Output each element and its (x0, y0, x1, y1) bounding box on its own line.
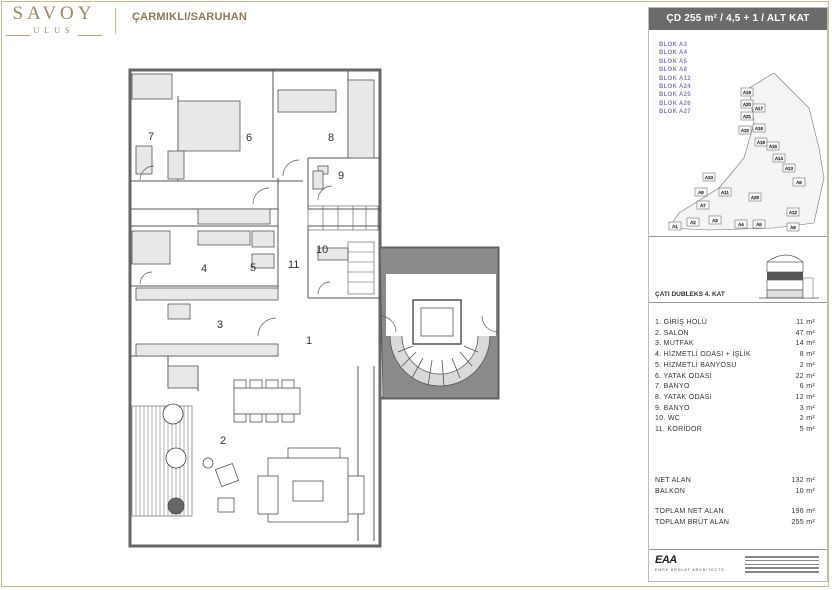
room-row (655, 414, 815, 425)
site-block-label: A6 (790, 225, 796, 230)
room-label-3: 3 (217, 319, 224, 331)
room-row (655, 425, 815, 436)
room-area: 2 m² (799, 415, 815, 423)
net-area-label: NET ALAN (655, 477, 692, 484)
room-name: 2. SALON (655, 329, 689, 337)
block-item: BLOK A3 (659, 42, 688, 48)
plant-icon (166, 448, 186, 468)
room-name: 8. YATAK ODASI (655, 393, 712, 401)
floor-plan (128, 66, 513, 556)
room-area: 14 m² (795, 340, 815, 348)
info-panel (648, 7, 828, 582)
site-block-label: A22 (740, 128, 750, 133)
panel-title: ÇD 255 m² / 4,5 + 1 / ALT KAT (649, 8, 827, 30)
room-row (655, 318, 815, 329)
block-item: BLOK A5 (659, 58, 688, 65)
site-block-label: A4 (738, 222, 744, 227)
architect-logo: EAA (655, 554, 677, 566)
site-block-label: A19 (742, 90, 752, 95)
block-item: BLOK A12 (659, 75, 691, 82)
block-item: BLOK A4 (659, 50, 688, 57)
room-row (655, 404, 815, 415)
block-item: BLOK A24 (659, 84, 691, 91)
panel-divider (649, 549, 827, 550)
room-area: 5 m² (799, 426, 815, 434)
site-block-label: A15 (768, 144, 778, 149)
panel-divider (649, 302, 827, 303)
room-name: 6. YATAK ODASI (655, 372, 712, 380)
site-block-label: A16 (754, 126, 764, 131)
net-area-value: 132 m² (791, 477, 815, 484)
room-area: 2 m² (799, 361, 815, 369)
site-block-label: A8 (698, 190, 704, 195)
room-name: 4. HİZMETLİ ODASI + İŞLİK (655, 351, 751, 359)
site-block-label: A21 (742, 114, 752, 119)
site-block-label: A13 (784, 166, 794, 171)
total-net-row (655, 507, 815, 518)
total-net-label: TOPLAM NET ALAN (655, 508, 724, 515)
balcony-value: 10 m² (795, 487, 815, 495)
site-block-label: A17 (754, 106, 764, 111)
room-name: 10. WC (655, 415, 681, 423)
room-label-8: 8 (328, 132, 335, 144)
logo-rule-right (78, 35, 102, 36)
brand-name: SAVOY (12, 3, 96, 24)
room-label-9: 9 (338, 170, 345, 182)
balcony-row (655, 487, 815, 498)
site-block-label: A5 (756, 222, 762, 227)
site-block-label: A12 (788, 210, 798, 215)
room-label-2: 2 (220, 435, 227, 447)
room-name: 1. GİRİŞ HOLÜ (655, 319, 708, 326)
room-area: 12 m² (795, 393, 815, 401)
room-area: 11 m² (796, 319, 815, 326)
plant-icon (168, 498, 184, 514)
room-label-5: 5 (250, 262, 257, 274)
site-block-label: A10 (704, 175, 714, 180)
site-block-label: A20 (742, 102, 752, 107)
room-label-4: 4 (201, 263, 208, 275)
logo-rule-left (6, 35, 30, 36)
room-name: 7. BANYO (655, 383, 690, 391)
site-block-label: A18 (756, 140, 766, 145)
site-block-label: A11 (721, 190, 729, 195)
room-row (655, 339, 815, 350)
block-item: BLOK A8 (659, 67, 688, 74)
room-row (655, 372, 815, 383)
total-gross-value: 255 m² (791, 518, 815, 526)
room-row (655, 393, 815, 404)
room-label-1: 1 (306, 335, 313, 347)
block-item: BLOK A25 (659, 92, 691, 99)
room-area: 8 m² (799, 351, 815, 359)
room-name: 9. BANYO (655, 404, 690, 412)
location-title: ÇARMIKLI/SARUHAN (132, 11, 248, 23)
total-net-value: 196 m² (791, 508, 815, 515)
site-block-label: A2 (690, 220, 696, 225)
room-label-10: 10 (316, 244, 329, 256)
site-block-label: A1 (672, 224, 678, 229)
site-block-label: A14 (774, 156, 784, 161)
net-area-row (655, 476, 815, 487)
site-block-label: A28 (750, 195, 760, 200)
room-area: 22 m² (795, 372, 815, 380)
room-label-11: 11 (288, 259, 300, 271)
section-diagram (759, 248, 819, 308)
architect-subtitle: EMRE AROLAT ARCHITECTS (655, 568, 725, 572)
block-list (659, 41, 691, 117)
block-item: BLOK A27 (659, 109, 691, 116)
panel-footer (655, 554, 821, 578)
area-totals (655, 476, 815, 528)
savoy-logo (4, 4, 104, 44)
disclaimer-text (745, 556, 819, 575)
plant-icon (163, 404, 183, 424)
site-block-label: A9 (796, 180, 802, 185)
room-label-6: 6 (246, 132, 253, 144)
room-name: 5. HİZMETLİ BANYOSU (655, 361, 737, 369)
room-area: 47 m² (795, 329, 815, 337)
room-area: 3 m² (799, 404, 815, 412)
room-row (655, 382, 815, 393)
block-item: BLOK A26 (659, 100, 691, 107)
total-gross-row (655, 518, 815, 529)
total-gross-label: TOPLAM BRÜT ALAN (655, 518, 730, 526)
room-row (655, 361, 815, 372)
panel-divider (649, 236, 827, 237)
balcony-label: BALKON (655, 487, 686, 495)
brand-subtitle: ULUS (33, 26, 75, 35)
room-name: 3. MUTFAK (655, 340, 694, 348)
site-block-label: A3 (712, 218, 718, 223)
room-area-list (655, 318, 815, 436)
header-divider (115, 8, 116, 34)
room-name: 11. KORİDOR (655, 426, 703, 434)
room-area: 6 m² (799, 383, 815, 391)
site-block-label: A7 (700, 203, 706, 208)
room-label-7: 7 (148, 131, 155, 143)
section-caption: ÇATI DUBLEKS 4. KAT (655, 291, 725, 298)
room-row (655, 350, 815, 361)
room-row (655, 329, 815, 340)
